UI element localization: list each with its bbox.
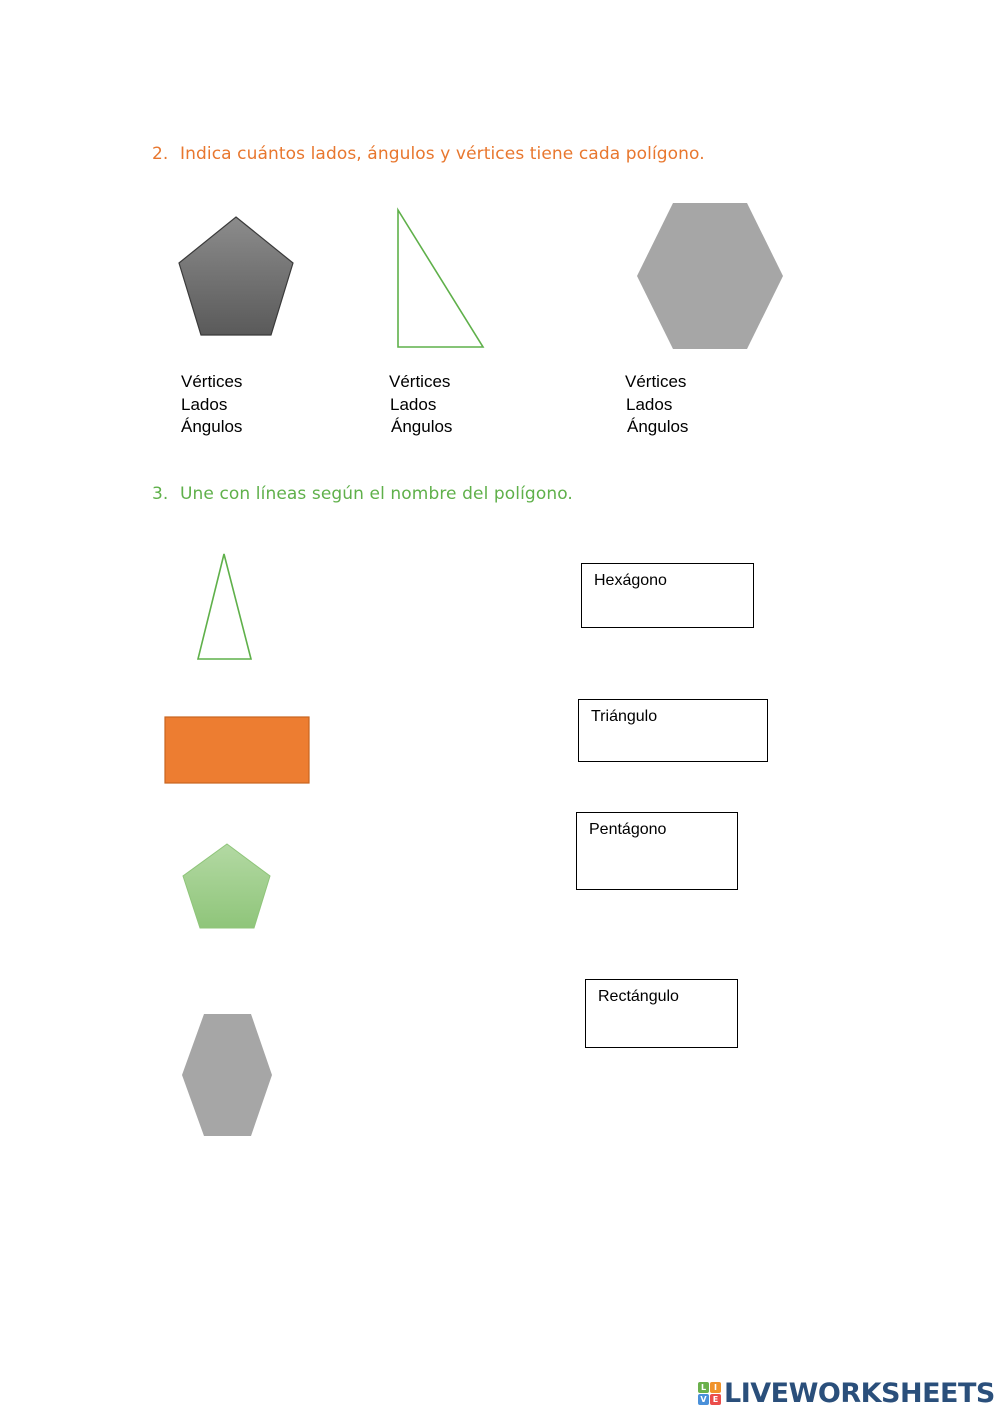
name-box-triangle[interactable]: [578, 699, 768, 762]
logo-icon: [698, 1382, 721, 1405]
sides-label: Lados: [181, 394, 228, 414]
isosceles-triangle-shape[interactable]: [195, 551, 255, 663]
logo-letter: E: [710, 1394, 721, 1405]
right-triangle-shape: [394, 206, 489, 351]
question-text: Une con líneas según el nombre del polígono.: [180, 484, 573, 504]
name-label: Triángulo: [591, 708, 658, 725]
logo-letter: V: [698, 1394, 709, 1405]
liveworksheets-logo: [698, 1376, 995, 1410]
question-number: 2.: [152, 144, 169, 164]
brand-text: LIVEWORKSHEETS: [724, 1377, 995, 1409]
logo-letter: L: [698, 1382, 709, 1393]
question-number: 3.: [152, 484, 169, 504]
pentagon-label-group: [181, 371, 242, 439]
logo-letter: I: [710, 1382, 721, 1393]
rectangle-orange-shape[interactable]: [164, 716, 311, 785]
hexagon-gray-shape: [636, 202, 784, 351]
question-2-heading: [152, 144, 705, 164]
pentagon-green-shape[interactable]: [181, 842, 273, 930]
vertices-label: Vértices: [389, 372, 451, 391]
angles-label: Ángulos: [391, 417, 453, 436]
hexagon-gray-small-shape[interactable]: [181, 1013, 274, 1138]
name-label: Pentágono: [589, 821, 667, 838]
angles-label: Ángulos: [627, 417, 689, 436]
name-box-pentagon[interactable]: [576, 812, 738, 890]
vertices-label: Vértices: [181, 372, 243, 391]
hexagon-label-group: [625, 371, 688, 439]
name-label: Rectángulo: [598, 988, 679, 1005]
angles-label: Ángulos: [181, 417, 243, 436]
name-label: Hexágono: [594, 572, 667, 589]
question-3-heading: [152, 484, 573, 504]
vertices-label: Vértices: [625, 372, 687, 391]
sides-label: Lados: [390, 394, 437, 414]
question-text: Indica cuántos lados, ángulos y vértices tiene cada polígono.: [180, 144, 705, 164]
name-box-hexagon[interactable]: [581, 563, 754, 628]
name-box-rectangle[interactable]: [585, 979, 738, 1048]
triangle-label-group: [389, 371, 452, 439]
pentagon-dark-shape: [176, 214, 296, 339]
sides-label: Lados: [626, 394, 673, 414]
